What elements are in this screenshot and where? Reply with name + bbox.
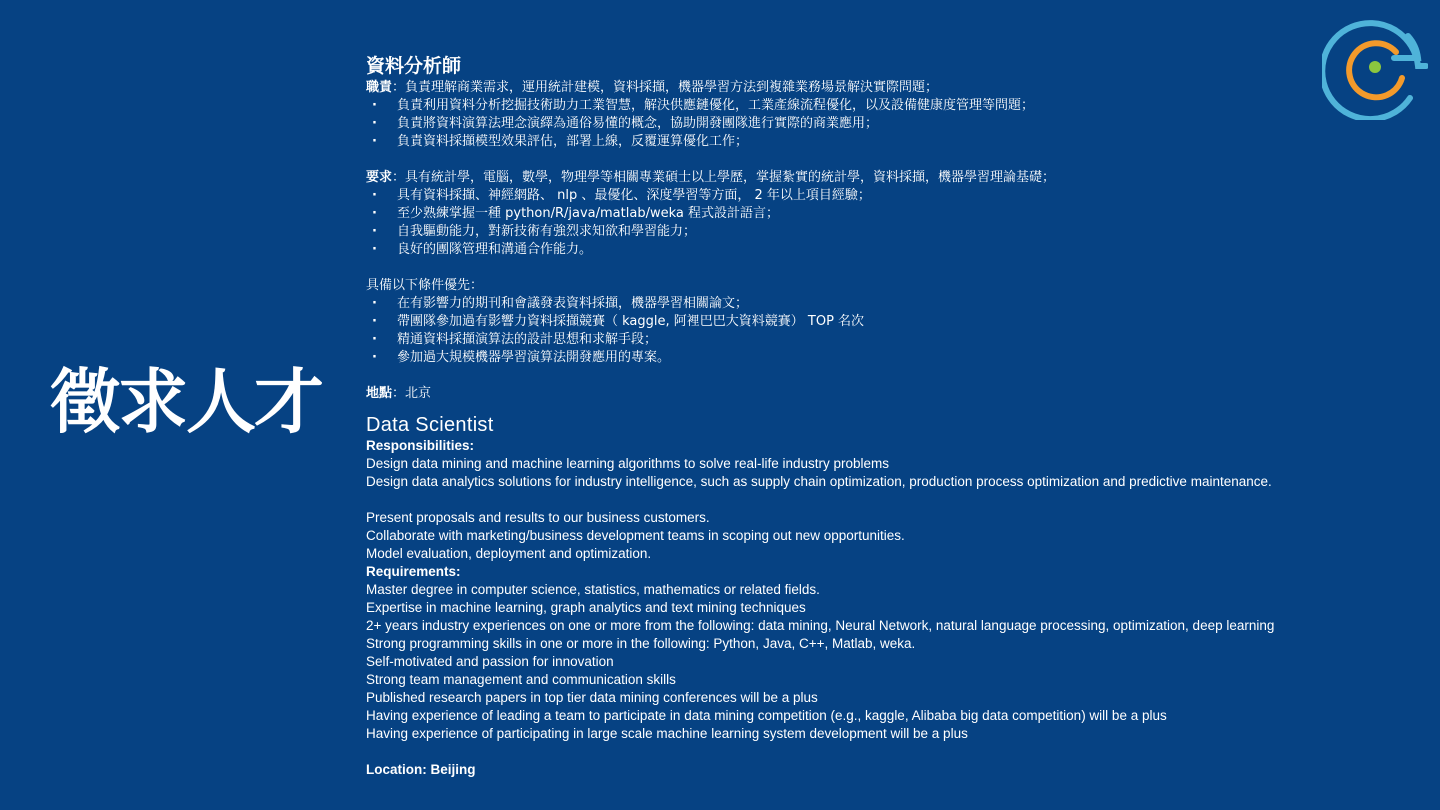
job-description — [366, 53, 1426, 779]
page-title: 徵求人才 — [50, 361, 322, 443]
list-item: Self-motivated and passion for innovation — [366, 654, 614, 669]
list-item: · 至少熟練掌握一種 python/R/java/matlab/weka 程式設計語言； — [366, 205, 1426, 223]
list-item: Having experience of leading a team to participate in data mining competition (e.g., kaggle, Alibaba big data competition) will be a plus — [366, 708, 1167, 723]
zh-location-text: ：北京 — [392, 386, 432, 401]
list-item: Present proposals and results to our business customers. — [366, 510, 710, 525]
zh-job-title: 資料分析師 — [366, 55, 462, 77]
list-item: · 負責資料採擷模型效果評估，部署上線，反覆運算優化工作； — [366, 133, 1426, 151]
zh-location-label: 地點 — [366, 386, 393, 401]
list-item: 2+ years industry experiences on one or more from the following: data mining, Neural Network, natural language processing, optimization, deep learning — [366, 618, 1275, 633]
list-item: · 帶團隊參加過有影響力資料採擷競賽（ kaggle, 阿裡巴巴大資料競賽） TOP 名次 — [366, 313, 1426, 331]
list-item: Strong team management and communication skills — [366, 672, 676, 687]
list-item: · 負責將資料演算法理念演繹為通俗易懂的概念，協助開發團隊進行實際的商業應用； — [366, 115, 1426, 133]
list-item: · 自我驅動能力，對新技術有強烈求知欲和學習能力； — [366, 223, 1426, 241]
list-item: Design data mining and machine learning algorithms to solve real-life industry problems — [366, 456, 890, 471]
zh-req-label: 要求 — [366, 170, 393, 185]
zh-req-line — [366, 169, 1426, 187]
en-resp-label: Responsibilities: — [366, 438, 475, 453]
en-req-label: Requirements: — [366, 564, 461, 579]
list-item: Collaborate with marketing/business development teams in scoping out new opportunities. — [366, 528, 905, 543]
list-item: Expertise in machine learning, graph analytics and text mining techniques — [366, 600, 806, 615]
zh-location-line — [366, 385, 1426, 403]
list-item: · 在有影響力的期刊和會議發表資料採擷，機器學習相關論文； — [366, 295, 1426, 313]
list-item: · 具有資料採擷、神經網路、 nlp 、最優化、深度學習等方面， 2 年以上項目經驗； — [366, 187, 1426, 205]
list-item: Strong programming skills in one or more in the following: Python, Java, C++, Matlab, weka. — [366, 636, 916, 651]
list-item: · 精通資料採擷演算法的設計思想和求解手段； — [366, 331, 1426, 349]
list-item: Design data analytics solutions for industry intelligence, such as supply chain optimization, production process optimization and predictive maintenance. — [366, 474, 1272, 489]
list-item: Published research papers in top tier data mining conferences will be a plus — [366, 690, 818, 705]
list-item: · 良好的團隊管理和溝通合作能力。 — [366, 241, 1426, 259]
list-item: · 負責利用資料分析挖掘技術助力工業智慧，解決供應鏈優化，工業產線流程優化，以及設備健康度管理等問題； — [366, 97, 1426, 115]
list-item: Having experience of participating in large scale machine learning system development will be a plus — [366, 726, 968, 741]
zh-duty-line — [366, 79, 1426, 97]
list-item: · 參加過大規模機器學習演算法開發應用的專案。 — [366, 349, 1426, 367]
en-job-title: Data Scientist — [366, 414, 494, 436]
zh-plus-label: 具備以下條件優先： — [366, 278, 484, 293]
list-item: Master degree in computer science, statistics, mathematics or related fields. — [366, 582, 820, 597]
list-item: Model evaluation, deployment and optimization. — [366, 546, 652, 561]
zh-req-text: ：具有統計學，電腦，數學，物理學等相關專業碩士以上學歷，掌握紮實的統計學，資料採擷，機器學習理論基礎； — [392, 170, 1056, 185]
zh-duty-text: ：負責理解商業需求，運用統計建模，資料採擷，機器學習方法到複雜業務場景解決實際問題； — [392, 80, 939, 95]
zh-duty-label: 職責 — [366, 80, 393, 95]
en-location: Location: Beijing — [366, 762, 476, 777]
